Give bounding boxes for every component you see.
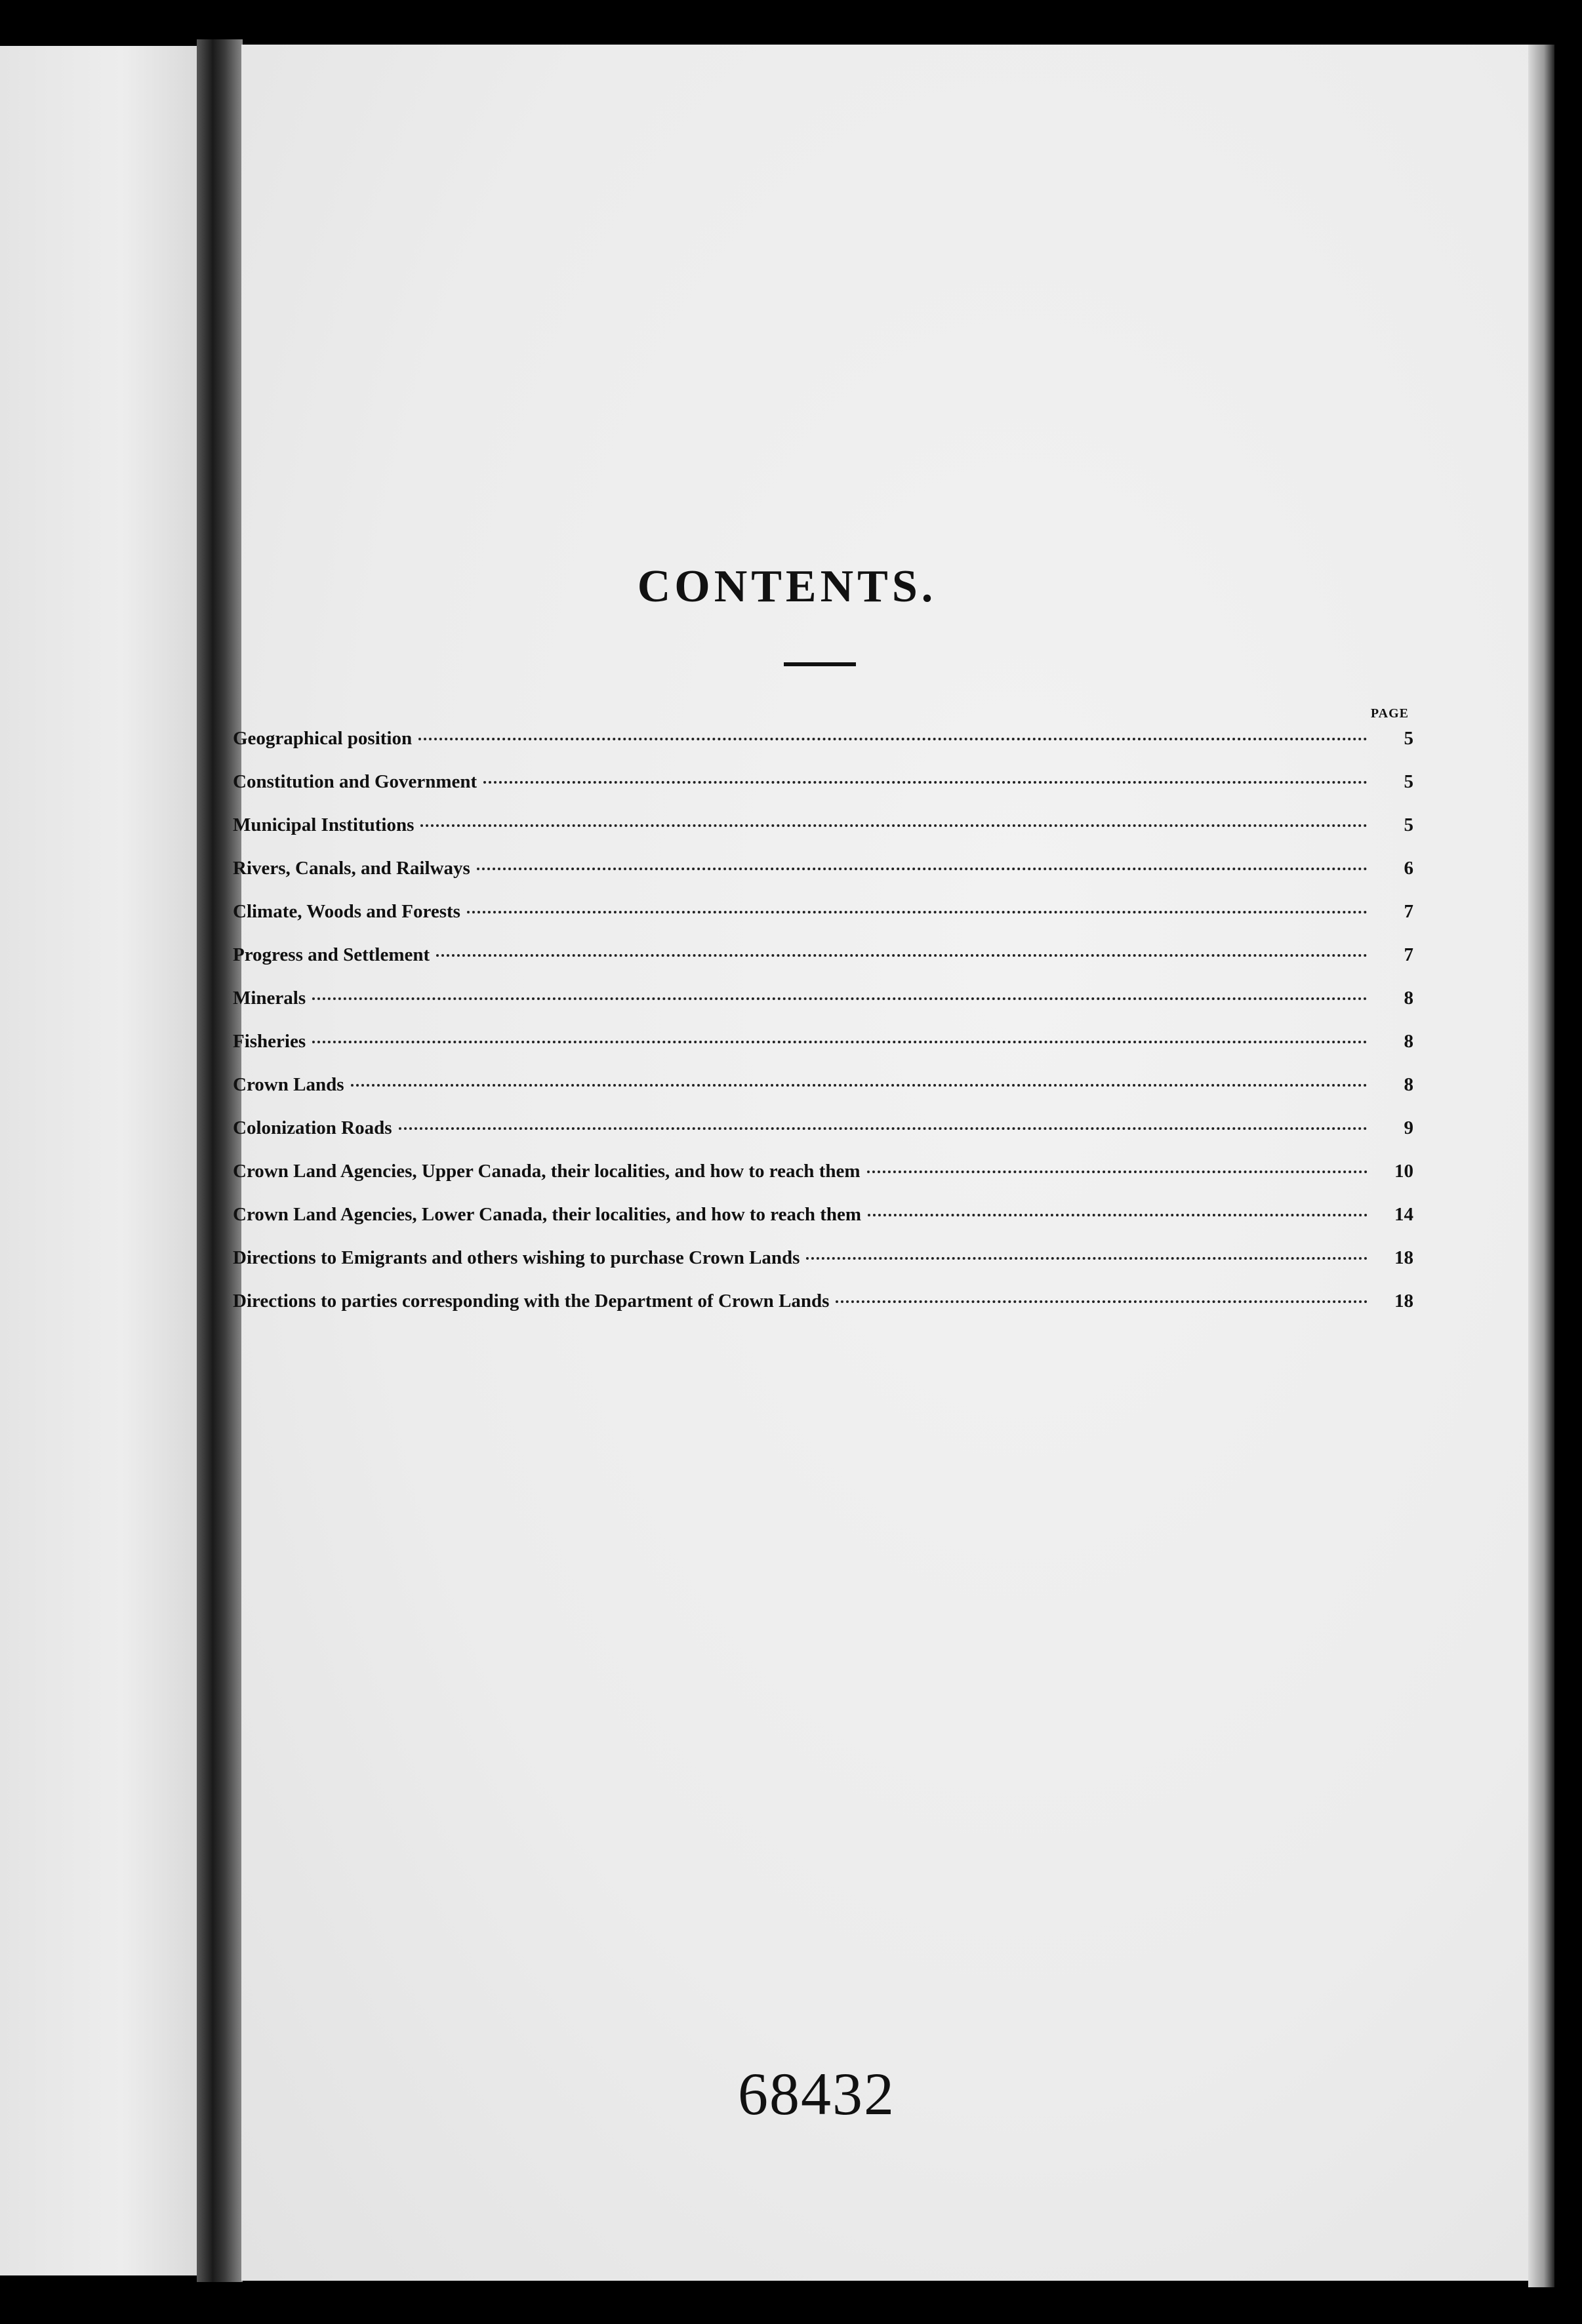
dot-leader: [483, 781, 1368, 784]
toc-entry: [233, 771, 1413, 804]
toc-entry-title: Progress and Settlement: [233, 944, 430, 965]
page-column-label: PAGE: [1370, 706, 1409, 721]
toc-entry: [233, 1291, 1413, 1323]
dot-leader: [467, 911, 1368, 913]
toc-entry-title: Minerals: [233, 988, 306, 1009]
toc-entry-page: 5: [1404, 771, 1413, 792]
toc-entry-title: Crown Land Agencies, Upper Canada, their localities, and how to reach them: [233, 1161, 861, 1182]
toc-entry-page: 10: [1394, 1161, 1413, 1182]
toc-entry-page: 5: [1404, 728, 1413, 749]
dot-leader: [312, 997, 1368, 1000]
toc-entry-title: Fisheries: [233, 1031, 306, 1052]
toc-entry: [233, 944, 1413, 977]
page-right-edge: [1528, 45, 1554, 2287]
toc-entry: [233, 1204, 1413, 1237]
toc-entry: [233, 988, 1413, 1020]
toc-entry-title: Colonization Roads: [233, 1117, 392, 1138]
toc-entry: [233, 1161, 1413, 1193]
dot-leader: [477, 868, 1368, 870]
heading-rule: [784, 662, 856, 666]
toc-entry-title: Directions to parties corresponding with the Department of Crown Lands: [233, 1291, 830, 1312]
toc-entry-page: 7: [1404, 901, 1413, 922]
toc-entry-page: 14: [1394, 1204, 1413, 1225]
toc-entry: [233, 1247, 1413, 1280]
toc-entry-page: 6: [1404, 858, 1413, 879]
toc-entry-page: 18: [1394, 1247, 1413, 1268]
dot-leader: [420, 824, 1368, 827]
toc-entry-page: 7: [1404, 944, 1413, 965]
toc-entry-title: Geographical position: [233, 728, 413, 749]
toc-entry-title: Crown Lands: [233, 1074, 344, 1095]
dot-leader: [867, 1171, 1368, 1173]
toc-entry-page: 8: [1404, 1031, 1413, 1052]
toc-entry-page: 9: [1404, 1117, 1413, 1138]
toc-entry-title: Climate, Woods and Forests: [233, 901, 460, 922]
toc-entry-title: Rivers, Canals, and Railways: [233, 858, 470, 879]
toc-entry: [233, 1031, 1413, 1064]
toc-entry: [233, 1074, 1413, 1107]
toc-entry-title: Constitution and Government: [233, 771, 477, 792]
toc-entry-page: 8: [1404, 1074, 1413, 1095]
contents-heading: CONTENTS.: [637, 561, 937, 612]
toc-entry: [233, 1117, 1413, 1150]
toc-entry-page: 5: [1404, 814, 1413, 835]
toc-entry: [233, 814, 1413, 847]
dot-leader: [399, 1127, 1368, 1130]
dot-leader: [312, 1041, 1368, 1043]
facing-page-edge: [0, 46, 203, 2275]
toc-entry: [233, 858, 1413, 891]
dot-leader: [836, 1300, 1368, 1303]
dot-leader: [436, 954, 1368, 957]
toc-entry-title: Municipal Institutions: [233, 814, 415, 835]
toc-entry: [233, 901, 1413, 934]
toc-entry-page: 18: [1394, 1291, 1413, 1312]
dot-leader: [351, 1084, 1368, 1087]
dot-leader: [868, 1214, 1368, 1216]
toc-entry: [233, 728, 1413, 761]
toc-entry-page: 8: [1404, 988, 1413, 1009]
dot-leader: [418, 738, 1368, 740]
toc-entry-title: Crown Land Agencies, Lower Canada, their localities, and how to reach them: [233, 1204, 862, 1225]
toc-entry-title: Directions to Emigrants and others wishing to purchase Crown Lands: [233, 1247, 800, 1268]
catalog-number: 68432: [738, 2060, 895, 2127]
dot-leader: [806, 1257, 1368, 1260]
